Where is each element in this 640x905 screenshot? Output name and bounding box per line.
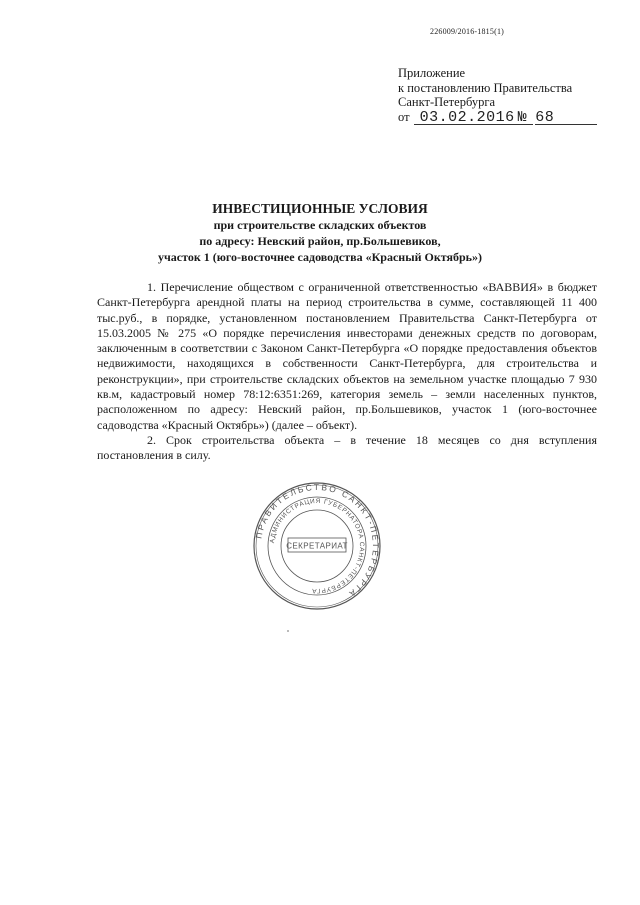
title-line-2: при строительстве складских объектов <box>213 218 427 232</box>
paragraph-1: 1. Перечисление обществом с ограниченной ответственностью «ВАВВИЯ» в бюджет Санкт-Петербурга арендной платы на период строительства в сумме, составляющей 11 400 тыс.руб., в порядке, установленном постановлением Правительства Санкт-Петербурга от 15.03.2005 № 275 «О порядке перечисления инвесторами денежных средств по договорам, заключенным в соответствии с Законом Санкт-Петербурга «О порядке предоставления объектов недвижимости, находящихся в собственности Санкт-Петербурга, для строительства и реконструкции», при строительстве складских объектов на земельном участке площадью 7 930 кв.м, кадастровый номер 78:12:6351:269, категория земель – земли населенных пунктов, расположенном по адресу: Невский район, пр.Большевиков, участок 1 (юго-восточнее садоводства «Красный Октябрь») (далее – объект). <box>97 280 597 432</box>
secretariat-stamp <box>252 481 382 611</box>
stamp-inner-text: АДМИНИСТРАЦИЯ ГУБЕРНАТОРА САНКТ-ПЕТЕРБУРГА <box>269 497 366 595</box>
title-line-4: участок 1 (юго-восточнее садоводства «Красный Октябрь») <box>158 250 482 264</box>
scan-speck <box>287 630 289 632</box>
appendix-block <box>398 66 628 125</box>
resolution-date: 03.02.2016 <box>419 108 515 126</box>
appendix-line-1: Приложение <box>398 66 466 80</box>
document-body <box>97 280 597 464</box>
stamp-center-text: СЕКРЕТАРИАТ <box>286 541 348 551</box>
document-registration-number: 226009/2016-1815(1) <box>430 27 505 36</box>
resolution-number: 68 <box>535 108 555 126</box>
document-title <box>120 200 520 265</box>
stamp-outer-text: ПРАВИТЕЛЬСТВО САНКТ-ПЕТЕРБУРГА <box>253 481 382 600</box>
paragraph-2: 2. Срок строительства объекта – в течение 18 месяцев со дня вступления постановления в силу. <box>97 432 597 463</box>
date-prefix: от <box>398 109 410 124</box>
title-heading: ИНВЕСТИЦИОННЫЕ УСЛОВИЯ <box>212 201 428 216</box>
appendix-line-2: к постановлению Правительства <box>398 80 573 95</box>
number-sign: № <box>517 108 528 126</box>
appendix-date-row <box>398 110 628 125</box>
number-underline <box>535 108 597 126</box>
date-underline <box>414 108 534 126</box>
appendix-line-3: Санкт-Петербурга <box>398 95 496 109</box>
title-line-3: по адресу: Невский район, пр.Большевиков, <box>199 234 441 248</box>
